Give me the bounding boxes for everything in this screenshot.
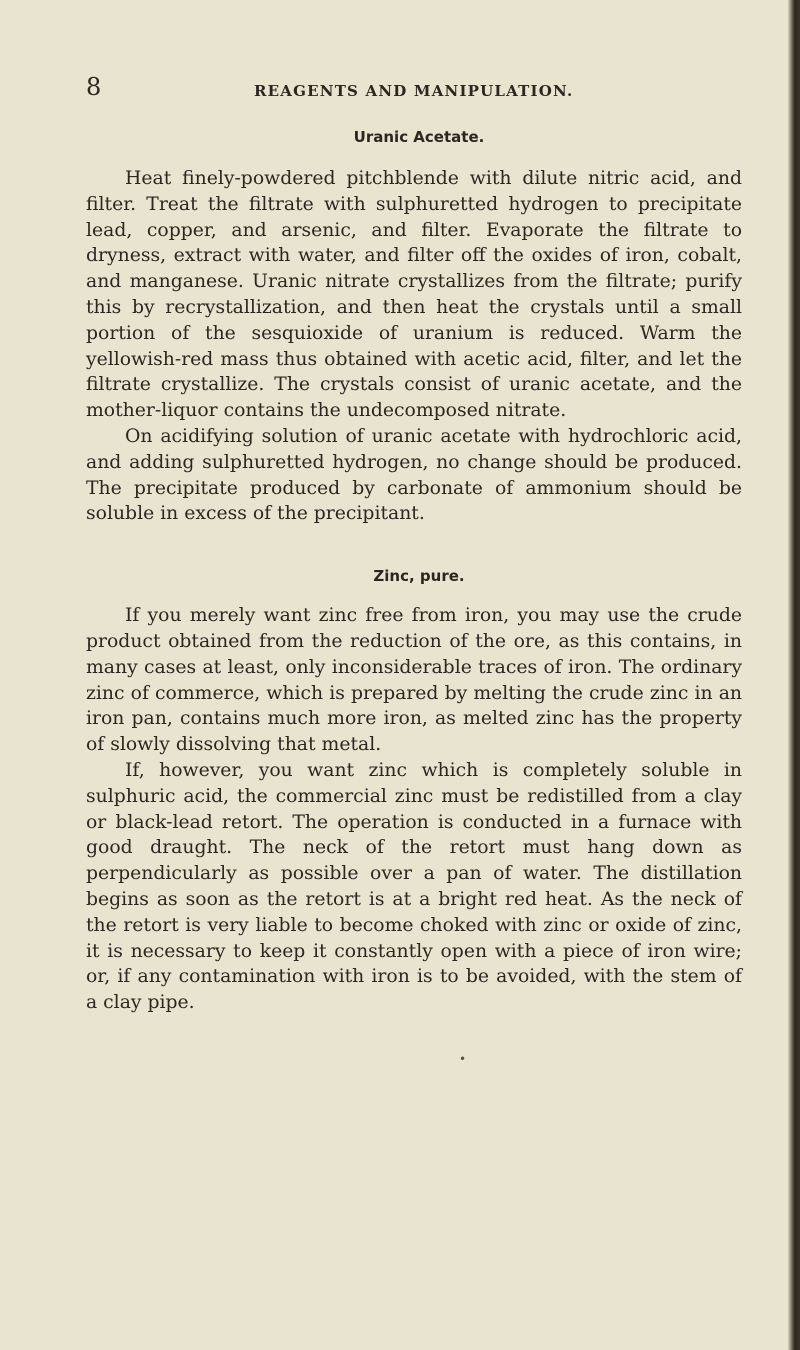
page-number: 8 [86,73,102,101]
paragraph: If, however, you want zinc which is completely soluble in sulphuric acid, the commercial zinc must be redistilled from a clay or black-lead retort. The operation is conducted in a furnace with good draught. The neck of the retort must hang down as perpendicularly as possible over a pan of water. The distillation begins as soon as the retort is at a bright red heat. As the neck of the retort is very liable to become choked with zinc or oxide of zinc, it is necessary to keep it constantly open with a piece of iron wire; or, if any contamination with iron is to be avoided, with the stem of a clay pipe. [86,759,742,1014]
running-title: REAGENTS AND MANIPULATION. [254,82,574,100]
book-spine-edge [788,0,800,1350]
running-head [86,72,786,108]
paragraph: On acidifying solution of uranic acetate with hydrochloric acid, and adding sulphuretted hydrogen, no change should be produced. The precipitate produced by carbonate of ammonium should be soluble in excess of the precipitant. [86,425,742,525]
section-heading-uranic-acetate: Uranic Acetate. [353,128,485,146]
paragraph: Heat finely-powdered pitchblende with dilute nitric acid, and filter. Treat the filtrate with sulphuretted hydrogen to precipitate lead, copper, and arsenic, and filter. Evaporate the filtrate to dryness, extract with water, and filter off the oxides of iron, cobalt, and manganese. Uranic nitrate crystallizes from the filtrate; purify this by recrystallization, and then heat the crystals until a small portion of the sesquioxide of uranium is reduced. Warm the yellowish-red mass thus obtained with acetic acid, filter, and let the filtrate crystallize. The crystals consist of uranic acetate, and the mother-liquor contains the undecomposed nitrate. [86,168,742,422]
page-speck: • [459,1052,467,1066]
page-content [86,126,742,1016]
section-heading-zinc-pure: Zinc, pure. [373,567,465,586]
paragraph: If you merely want zinc free from iron, you may use the crude product obtained from the reduction of the ore, as this contains, in many cases at least, only inconsiderable traces of iron. The ordinary zinc of commerce, which is prepared by melting the crude zinc in an iron pan, contains much more iron, as melted zinc has the property of slowly dissolving that metal. [86,605,742,756]
